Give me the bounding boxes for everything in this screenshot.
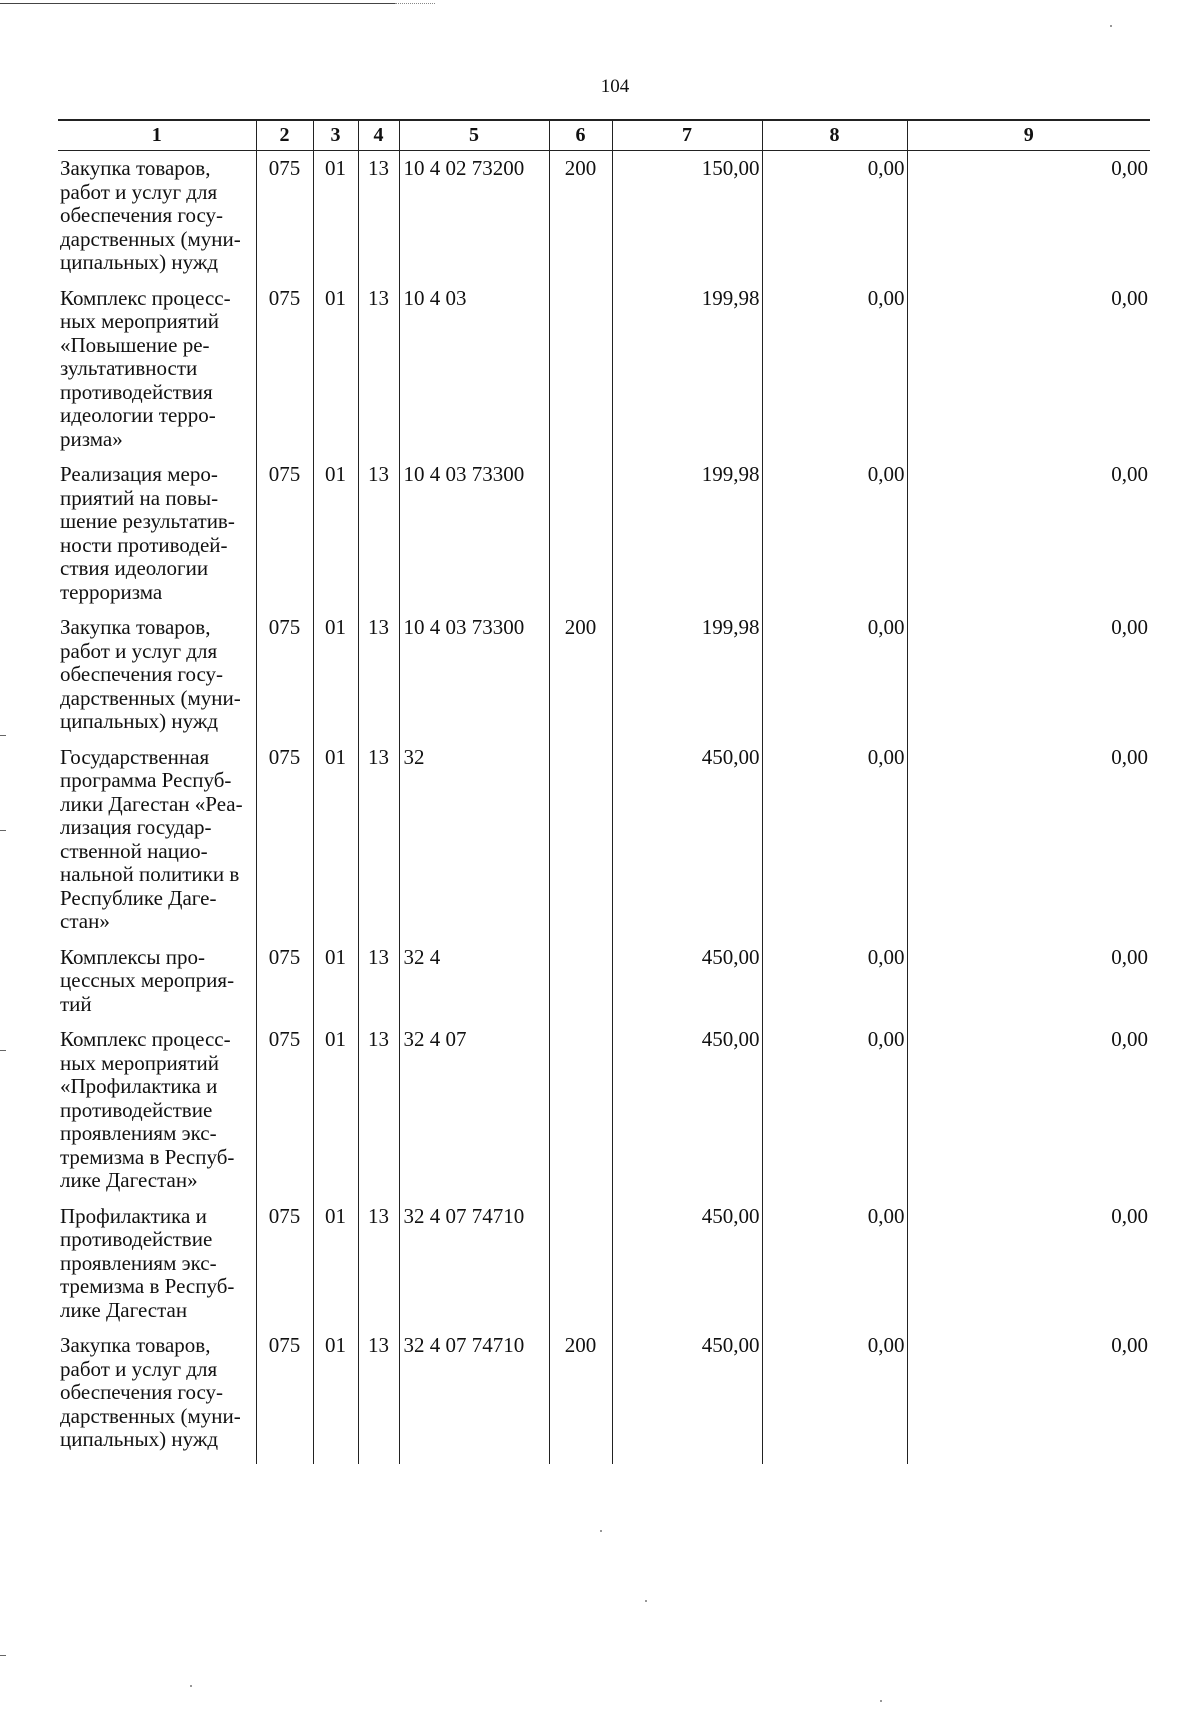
cell-amount-year3: 0,00	[907, 151, 1150, 287]
cell-item-name	[58, 1334, 256, 1464]
item-name-line: работ и услуг для	[60, 1356, 218, 1381]
cell-item-name	[58, 616, 256, 746]
cell-amount-year1: 450,00	[612, 1028, 762, 1205]
cell-subsection: 13	[358, 287, 399, 464]
item-name-line: Закупка товаров,	[60, 1333, 211, 1357]
cell-amount-year3: 0,00	[907, 287, 1150, 464]
table-row	[58, 287, 1150, 464]
cell-amount-year1: 450,00	[612, 746, 762, 946]
cell-expense-type	[549, 1028, 612, 1205]
item-name-line: «Повышение ре-	[60, 332, 210, 357]
cell-expense-type: 200	[549, 1334, 612, 1464]
cell-amount-year3: 0,00	[907, 1028, 1150, 1205]
table-row	[58, 946, 1150, 1029]
item-name-line: Республике Даге-	[60, 885, 217, 910]
cell-expense-type	[549, 463, 612, 616]
item-name-line: тий	[60, 991, 92, 1016]
cell-subsection: 13	[358, 746, 399, 946]
cell-amount-year2: 0,00	[762, 1028, 907, 1205]
cell-amount-year3: 0,00	[907, 616, 1150, 746]
item-name-line: обеспечения госу-	[60, 662, 224, 686]
cell-amount-year2: 0,00	[762, 616, 907, 746]
cell-target-article: 32 4 07 74710	[399, 1334, 549, 1464]
cell-amount-year2: 0,00	[762, 1205, 907, 1335]
table-row	[58, 1334, 1150, 1464]
scan-edge-mark	[0, 830, 6, 831]
cell-expense-type: 200	[549, 616, 612, 746]
item-name-line: Реализация меро-	[60, 462, 218, 486]
item-name-line: ственной нацио-	[60, 838, 208, 863]
cell-section: 01	[313, 287, 358, 464]
table-header	[58, 120, 1150, 151]
table-row	[58, 151, 1150, 287]
cell-section: 01	[313, 946, 358, 1029]
cell-amount-year2: 0,00	[762, 463, 907, 616]
item-name-line: обеспечения госу-	[60, 1380, 224, 1404]
cell-subsection: 13	[358, 946, 399, 1029]
cell-ministry-code: 075	[256, 287, 313, 464]
item-name-line: ризма»	[60, 426, 123, 451]
cell-amount-year1: 150,00	[612, 151, 762, 287]
cell-amount-year2: 0,00	[762, 746, 907, 946]
item-name-line: Комплекс процесс-	[60, 285, 231, 310]
cell-subsection: 13	[358, 463, 399, 616]
item-name-line: шение результатив-	[60, 509, 235, 533]
column-header-3: 3	[313, 120, 358, 151]
cell-target-article: 10 4 03 73300	[399, 463, 549, 616]
cell-amount-year3: 0,00	[907, 746, 1150, 946]
cell-target-article: 32 4	[399, 946, 549, 1029]
cell-amount-year2: 0,00	[762, 946, 907, 1029]
cell-section: 01	[313, 1205, 358, 1335]
cell-item-name	[58, 1028, 256, 1205]
item-name-line: противодействие	[60, 1227, 213, 1251]
cell-amount-year1: 450,00	[612, 1334, 762, 1464]
cell-ministry-code: 075	[256, 463, 313, 616]
column-header-1: 1	[58, 120, 256, 151]
page-number: 104	[600, 76, 630, 97]
scan-speck	[880, 1700, 882, 1702]
scan-edge-mark	[0, 735, 6, 736]
cell-amount-year3: 0,00	[907, 946, 1150, 1029]
cell-expense-type	[549, 287, 612, 464]
item-name-line: Профилактика и	[60, 1203, 207, 1228]
item-name-line: Комплексы про-	[60, 944, 205, 969]
item-name-line: ципальных) нужд	[60, 250, 219, 274]
item-name-line: дарственных (муни-	[60, 226, 241, 251]
cell-subsection: 13	[358, 1028, 399, 1205]
cell-expense-type	[549, 1205, 612, 1335]
item-name-line: ности противодей-	[60, 532, 228, 557]
scan-speck	[190, 1685, 192, 1687]
cell-item-name	[58, 746, 256, 946]
item-name-line: проявлениям экс-	[60, 1121, 217, 1145]
cell-expense-type	[549, 946, 612, 1029]
cell-subsection: 13	[358, 1334, 399, 1464]
top-border-rule	[0, 3, 395, 4]
item-name-line: ных мероприятий	[60, 309, 219, 333]
cell-item-name	[58, 1205, 256, 1335]
item-name-line: идеологии терро-	[60, 403, 216, 427]
table-row	[58, 746, 1150, 946]
cell-ministry-code: 075	[256, 1334, 313, 1464]
cell-item-name	[58, 287, 256, 464]
item-name-line: стан»	[60, 909, 110, 933]
item-name-line: тремизма в Респуб-	[60, 1274, 235, 1298]
item-name-line: ствия идеологии	[60, 556, 209, 580]
table-row	[58, 616, 1150, 746]
cell-amount-year3: 0,00	[907, 463, 1150, 616]
cell-target-article: 32 4 07 74710	[399, 1205, 549, 1335]
cell-subsection: 13	[358, 616, 399, 746]
cell-section: 01	[313, 151, 358, 287]
cell-target-article: 10 4 02 73200	[399, 151, 549, 287]
cell-target-article: 32 4 07	[399, 1028, 549, 1205]
budget-table	[58, 119, 1150, 1464]
cell-item-name	[58, 946, 256, 1029]
item-name-line: тремизма в Респуб-	[60, 1144, 235, 1169]
item-name-line: дарственных (муни-	[60, 685, 241, 710]
cell-ministry-code: 075	[256, 616, 313, 746]
table-row	[58, 1205, 1150, 1335]
cell-section: 01	[313, 616, 358, 746]
column-header-2: 2	[256, 120, 313, 151]
item-name-line: цессных мероприя-	[60, 968, 235, 992]
column-header-6: 6	[549, 120, 612, 151]
item-name-line: зультативности	[60, 356, 198, 380]
item-name-line: программа Респуб-	[60, 768, 232, 792]
cell-amount-year2: 0,00	[762, 287, 907, 464]
item-name-line: противодействие	[60, 1097, 213, 1122]
column-header-5: 5	[399, 120, 549, 151]
scan-speck	[600, 1530, 602, 1532]
cell-ministry-code: 075	[256, 746, 313, 946]
item-name-line: обеспечения госу-	[60, 203, 224, 227]
cell-target-article: 32	[399, 746, 549, 946]
item-name-line: Государственная	[60, 744, 210, 769]
cell-target-article: 10 4 03 73300	[399, 616, 549, 746]
budget-table-container	[58, 119, 1150, 1464]
cell-section: 01	[313, 1334, 358, 1464]
item-name-line: Закупка товаров,	[60, 156, 211, 180]
cell-ministry-code: 075	[256, 1205, 313, 1335]
top-border-dotted-rule	[395, 3, 435, 4]
item-name-line: приятий на повы-	[60, 485, 219, 510]
column-header-4: 4	[358, 120, 399, 151]
cell-section: 01	[313, 1028, 358, 1205]
cell-amount-year1: 199,98	[612, 616, 762, 746]
cell-amount-year1: 199,98	[612, 287, 762, 464]
item-name-line: лике Дагестан»	[60, 1168, 198, 1192]
item-name-line: ципальных) нужд	[60, 709, 219, 733]
item-name-line: дарственных (муни-	[60, 1403, 241, 1428]
item-name-line: «Профилактика и	[60, 1074, 218, 1098]
cell-subsection: 13	[358, 151, 399, 287]
cell-ministry-code: 075	[256, 151, 313, 287]
cell-target-article: 10 4 03	[399, 287, 549, 464]
item-name-line: проявлениям экс-	[60, 1250, 217, 1275]
cell-amount-year1: 450,00	[612, 1205, 762, 1335]
cell-amount-year3: 0,00	[907, 1334, 1150, 1464]
item-name-line: работ и услуг для	[60, 638, 218, 663]
cell-expense-type: 200	[549, 151, 612, 287]
cell-amount-year2: 0,00	[762, 1334, 907, 1464]
item-name-line: терроризма	[60, 579, 163, 604]
cell-subsection: 13	[358, 1205, 399, 1335]
cell-amount-year2: 0,00	[762, 151, 907, 287]
scan-edge-mark	[0, 1050, 6, 1051]
cell-item-name	[58, 151, 256, 287]
scan-speck	[645, 1600, 647, 1602]
cell-amount-year3: 0,00	[907, 1205, 1150, 1335]
item-name-line: работ и услуг для	[60, 179, 218, 204]
cell-item-name	[58, 463, 256, 616]
cell-ministry-code: 075	[256, 946, 313, 1029]
table-row	[58, 463, 1150, 616]
table-row	[58, 1028, 1150, 1205]
scan-edge-mark	[0, 1655, 6, 1656]
cell-expense-type	[549, 746, 612, 946]
item-name-line: ципальных) нужд	[60, 1427, 219, 1451]
item-name-line: лизация государ-	[60, 815, 212, 839]
column-header-9: 9	[907, 120, 1150, 151]
item-name-line: Закупка товаров,	[60, 615, 211, 639]
cell-section: 01	[313, 746, 358, 946]
cell-ministry-code: 075	[256, 1028, 313, 1205]
column-header-8: 8	[762, 120, 907, 151]
cell-amount-year1: 199,98	[612, 463, 762, 616]
item-name-line: противодействия	[60, 379, 213, 404]
column-header-7: 7	[612, 120, 762, 151]
item-name-line: ных мероприятий	[60, 1050, 219, 1075]
cell-section: 01	[313, 463, 358, 616]
item-name-line: нальной политики в	[60, 862, 240, 886]
item-name-line: лики Дагестан «Реа-	[60, 791, 243, 816]
table-body	[58, 151, 1150, 1464]
scan-speck	[1110, 25, 1112, 27]
header-row	[58, 120, 1150, 151]
item-name-line: лике Дагестан	[60, 1297, 188, 1322]
cell-amount-year1: 450,00	[612, 946, 762, 1029]
item-name-line: Комплекс процесс-	[60, 1027, 231, 1051]
